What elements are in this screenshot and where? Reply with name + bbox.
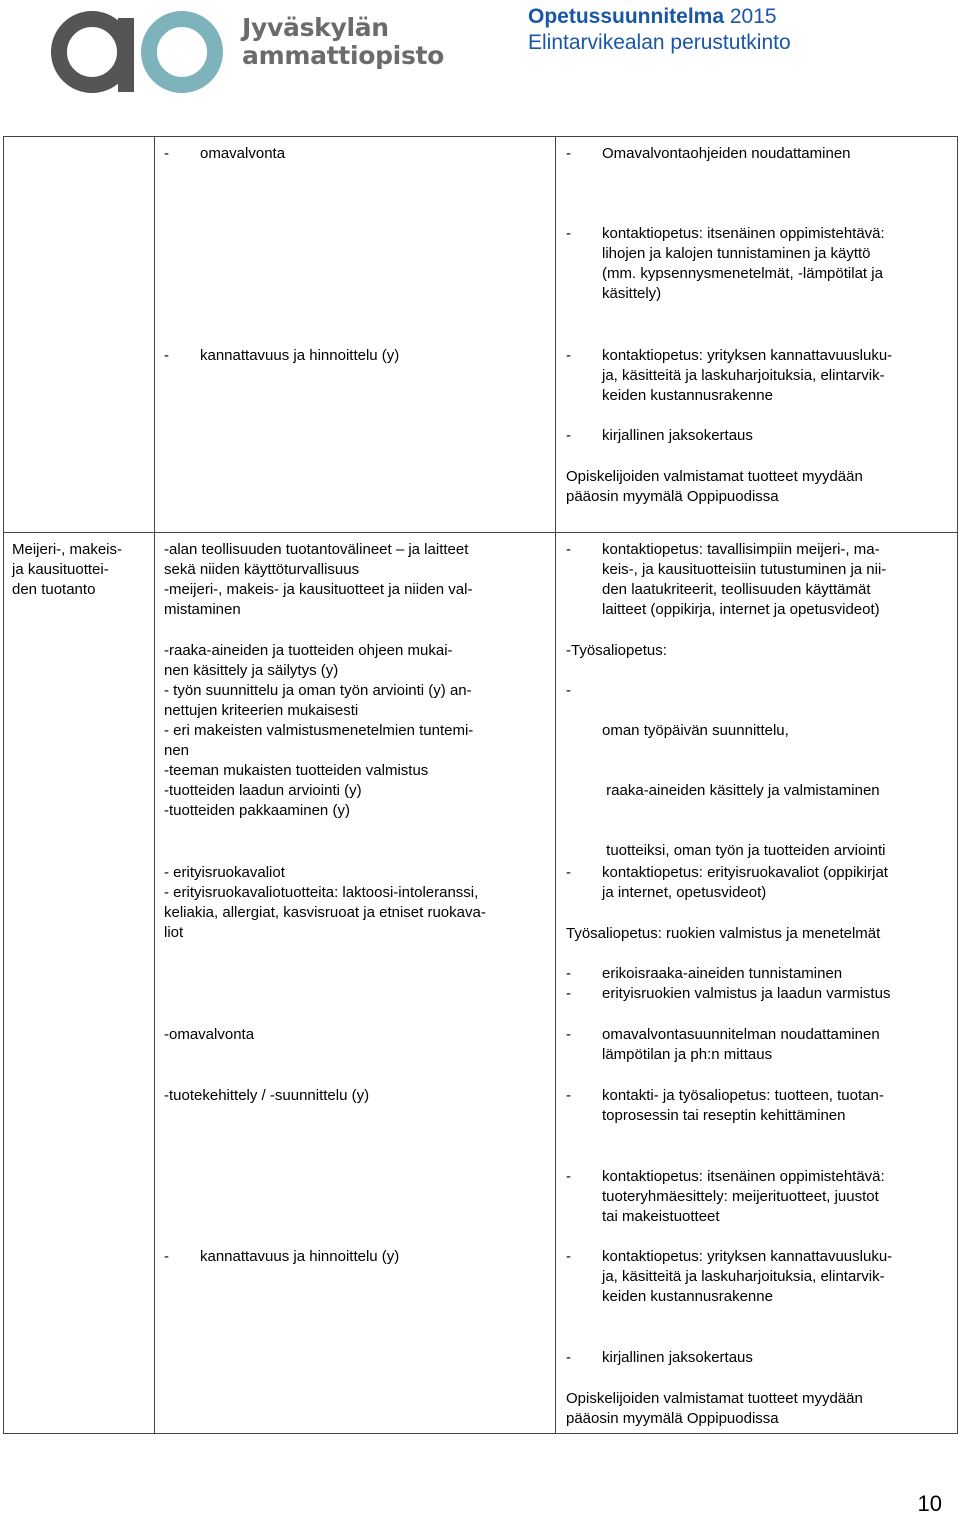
row3-kontakti-erityis-item (566, 863, 888, 903)
item-text: kannattavuus ja hinnoittelu (y) (200, 1248, 400, 1265)
line: lämpötilan ja ph:n mittaus (602, 1046, 773, 1063)
line: nettujen kriteerien mukaisesti (164, 702, 359, 719)
row3-kannattavuus-kontakti-item (566, 1247, 892, 1307)
row1-myynti-paragraph (566, 467, 863, 507)
line: kontakti- ja työsaliopetus: tuotteen, tuotan- (602, 1087, 884, 1104)
line: - erityisruokavaliot (164, 864, 285, 881)
bullet-dash: - (566, 1248, 571, 1265)
item-text: kannattavuus ja hinnoittelu (y) (200, 347, 400, 364)
line: keis-, ja kausituotteisiin tutustuminen ja nii- (602, 561, 887, 578)
item-text: erikoisraaka-aineiden tunnistaminen (602, 965, 843, 982)
row2-content-a (164, 540, 472, 620)
row3-kehitys-item (566, 1086, 884, 1126)
bullet-dash: - (566, 427, 571, 444)
bullet-dash: - (164, 347, 169, 364)
line: Meijeri-, makeis- (12, 541, 123, 558)
row2-content-b (164, 641, 473, 821)
line: mistaminen (164, 601, 241, 618)
logo-line-2: ammattiopisto (242, 41, 445, 70)
line: tai makeistuotteet (602, 1208, 720, 1225)
row3-tuotekehittely: -tuotekehittely / -suunnittelu (y) (164, 1087, 370, 1104)
line: - työn suunnittelu ja oman työn arviointi (y) an- (164, 682, 472, 699)
row3-erityisruokavaliot (164, 863, 486, 943)
line: keiden kustannusrakenne (602, 1288, 773, 1305)
line: kontaktiopetus: itsenäinen oppimistehtävä: (602, 1168, 885, 1185)
row1-kannattavuus-item (164, 346, 399, 366)
row3-omavalvonta: -omavalvonta (164, 1026, 255, 1043)
item-text: erityisruokien valmistus ja laadun varmistus (602, 985, 891, 1002)
bullet-dash: - (566, 145, 571, 162)
line: kontaktiopetus: tavallisimpiin meijeri-, ma- (602, 541, 880, 558)
line: ja, käsitteitä ja laskuharjoituksia, elintarvik- (602, 1268, 885, 1285)
line: toprosessin tai reseptin kehittäminen (602, 1107, 846, 1124)
line: den tuotanto (12, 581, 96, 598)
page-header (0, 0, 960, 110)
logo-wordmark (242, 14, 444, 70)
line: laitteet (oppikirja, internet ja opetusvideot) (602, 601, 880, 618)
row3-kirjallinen-item (566, 1348, 753, 1368)
bullet-dash: - (566, 1026, 571, 1043)
line: (mm. kypsennysmenetelmät, -lämpötilat ja (602, 265, 883, 282)
line: sekä niiden käyttöturvallisuus (164, 561, 360, 578)
row2-tyosali-label: -Työsaliopetus: (566, 642, 667, 659)
column-divider-1 (154, 136, 155, 1434)
logo-line-1: Jyväskylän (242, 13, 389, 42)
bullet-dash: - (566, 1349, 571, 1366)
row3-omavalvonta-item (566, 1025, 880, 1065)
item-text: kirjallinen jaksokertaus (602, 1349, 753, 1366)
item-text (602, 346, 892, 406)
row-divider-1 (3, 532, 958, 533)
line: ja kausituottei- (12, 561, 109, 578)
line: nen (164, 742, 190, 759)
line: lihojen ja kalojen tunnistaminen ja käyttö (602, 245, 871, 262)
ao-logo-mark (50, 0, 230, 100)
title-bold: Opetussuunnitelma (528, 5, 725, 28)
item-text: omavalvonta (200, 145, 286, 162)
row3-itsenainen-item (566, 1167, 885, 1227)
line: keiden kustannusrakenne (602, 387, 773, 404)
line: -raaka-aineiden ja tuotteiden ohjeen mukai- (164, 642, 453, 659)
line: ja, käsitteitä ja laskuharjoituksia, elintarvik- (602, 367, 885, 384)
line: Opiskelijoiden valmistamat tuotteet myydään (566, 468, 863, 485)
line: pääosin myymälä Oppipuodissa (566, 488, 779, 505)
item-text (602, 1086, 884, 1126)
row1-kirjallinen-item (566, 426, 753, 446)
bullet-dash: - (566, 985, 571, 1002)
row1-omavalvontaohjeet-item (566, 144, 851, 164)
item-text (602, 224, 885, 304)
item-text (602, 1167, 885, 1227)
item-text: kirjallinen jaksokertaus (602, 427, 753, 444)
item-text (602, 1025, 880, 1065)
bullet-dash: - (566, 347, 571, 364)
line: tuotteiksi, oman työn ja tuotteiden arviointi (602, 842, 886, 859)
line: -alan teollisuuden tuotantovälineet – ja laitteet (164, 541, 469, 558)
line: Opiskelijoiden valmistamat tuotteet myydään (566, 1390, 863, 1407)
bullet-dash: - (566, 541, 571, 558)
row1-omavalvonta-item (164, 144, 285, 164)
line: keliakia, allergiat, kasvisruoat ja etniset ruokava- (164, 904, 486, 921)
line: pääosin myymälä Oppipuodissa (566, 1410, 779, 1427)
line: kontaktiopetus: erityisruokavaliot (oppikirjat (602, 864, 888, 881)
line: -meijeri-, makeis- ja kausituotteet ja niiden val- (164, 581, 473, 598)
line: - eri makeisten valmistusmenetelmien tuntemi- (164, 722, 474, 739)
item-text (602, 863, 888, 903)
bullet-dash: - (164, 1248, 169, 1265)
bullet-dash: - (566, 965, 571, 982)
row3-erikois-item (566, 964, 842, 984)
item-text (602, 540, 886, 620)
row2-kontakti-item (566, 540, 886, 620)
line: -tuotteiden pakkaaminen (y) (164, 802, 350, 819)
document-subtitle: Elintarvikealan perustutkinto (528, 31, 791, 54)
row3-kannattavuus-item (164, 1247, 399, 1267)
bullet-dash: - (566, 682, 571, 699)
bullet-dash: - (164, 145, 169, 162)
row3-erityisruoat-item (566, 984, 890, 1004)
line: käsittely) (602, 285, 662, 302)
column-divider-2 (555, 136, 556, 1434)
item-text: Omavalvontaohjeiden noudattaminen (602, 145, 851, 162)
bullet-dash: - (566, 225, 571, 242)
page-number: 10 (917, 1491, 942, 1516)
document-title (528, 4, 791, 56)
item-text (602, 1247, 892, 1307)
line: nen käsittely ja säilytys (y) (164, 662, 339, 679)
line: kontaktiopetus: yrityksen kannattavuusluku- (602, 347, 893, 364)
row3-tyosali: Työsaliopetus: ruokien valmistus ja menetelmät (566, 925, 881, 942)
bullet-dash: - (566, 864, 571, 881)
line: omavalvontasuunnitelman noudattaminen (602, 1026, 880, 1043)
row1-kontakti-lihat-item (566, 224, 885, 304)
line: -teeman mukaisten tuotteiden valmistus (164, 762, 429, 779)
line: liot (164, 924, 184, 941)
title-year: 2015 (724, 5, 777, 28)
row3-myynti-paragraph (566, 1389, 863, 1429)
line: raaka-aineiden käsittely ja valmistaminen (602, 782, 880, 799)
row1-kontakti-kannattavuus-item (566, 346, 892, 406)
row2-module-title (12, 540, 122, 600)
line: oman työpäivän suunnittelu, (602, 722, 789, 739)
bullet-dash: - (566, 1168, 571, 1185)
bullet-dash: - (566, 1087, 571, 1104)
line: kontaktiopetus: yrityksen kannattavuusluku- (602, 1248, 893, 1265)
line: den laatukriteerit, teollisuuden käyttämät (602, 581, 871, 598)
line: -tuotteiden laadun arviointi (y) (164, 782, 362, 799)
line: ja internet, opetusvideot) (602, 884, 767, 901)
line: kontaktiopetus: itsenäinen oppimistehtävä: (602, 225, 885, 242)
line: tuoteryhmäesittely: meijerituotteet, juustot (602, 1188, 879, 1205)
line: - erityisruokavaliotuotteita: laktoosi-intoleranssi, (164, 884, 479, 901)
